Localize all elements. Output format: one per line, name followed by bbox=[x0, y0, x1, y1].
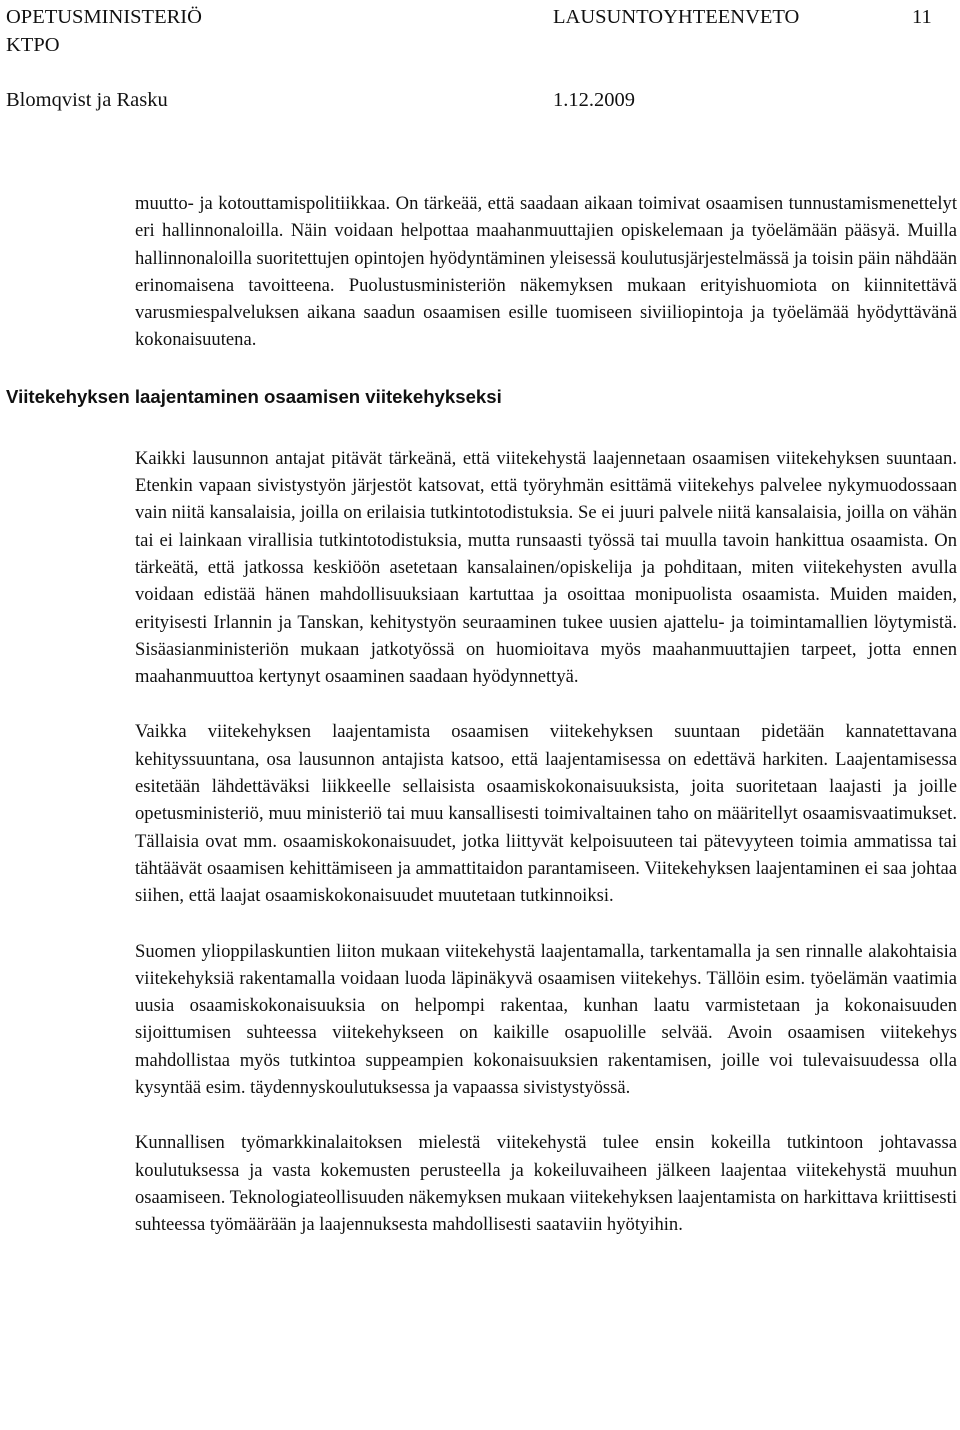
header-authors: Blomqvist ja Rasku bbox=[6, 89, 168, 111]
body-paragraph-1: Kaikki lausunnon antajat pitävät tärkeänä, että viitekehystä laajennetaan osaamisen viitekehyksen suuntaan. Etenkin vapaan sivistystyön järjestöt katsovat, että työryhmän esittämä viitekehys palvelee nykymuodossaan vain niitä kansalaisia, joilla on erilaisia tutkintotodistuksia. Se ei juuri palvele niitä kansalaisia, joilla on vähän tai ei lainkaan virallisia tutkintotodistuksia, mutta runsaasti työssä tai muulla tavoin hankittua osaamista. On tärkeätä, että jatkossa keskiöön asetetaan kansalainen/opiskelija ja pohditaan, miten viitekehysten avulla voidaan edistää hänen mahdollisuuksiaan kartuttaa ja osoittaa monipuolista osaamista. Muiden maiden, erityisesti Irlannin ja Tanskan, kehitystyön seuraaminen tukee uusien ajattelu- ja toimintamallien löytymistä. Sisäasianministeriön mukaan jatkotyössä on huomioitava myös maahanmuuttajien tarpeet, jotta ennen maahanmuuttoa kertynyt osaaminen saadaan hyödynnettyä. bbox=[135, 447, 957, 688]
header-unit: KTPO bbox=[6, 34, 60, 56]
body-paragraph-4: Kunnallisen työmarkkinalaitoksen mielestä viitekehystä tulee ensin kokeilla tutkintoon johtavassa koulutuksessa ja vasta kokemusten perusteella ja kokeiluvaiheen jälkeen laajentaa viitekehystä muuhun osaamiseen. Teknologiateollisuuden näkemyksen mukaan viitekehyksen laajentamista on harkittava kriittisesti suhteessa työmäärään ja laajennuksesta mahdollisesti saataviin hyötyihin. bbox=[135, 1132, 957, 1236]
document-body bbox=[0, 190, 960, 1267]
page-header bbox=[0, 0, 960, 110]
intro-paragraph: muutto- ja kotouttamispolitiikkaa. On tärkeää, että saadaan aikaan toimivat osaamisen tunnustamismenettelyt eri hallinnonaloilla. Näin voidaan helpottaa maahanmuuttajien opiskelemaan ja työelämään pääsyä. Muilla hallinnonaloilla suoritettujen opintojen hyödyntäminen yleisessä koulutusjärjestelmässä ja toisin päin nähdään erinomaisena tavoitteena. Puolustusministeriön näkemyksen mukaan erityishuomiota on kiinnitettävä varusmiespalveluksen aikana saadun osaamisen esille tuomiseen siviiliopintoja ja työelämää hyödyttävänä kokonaisuutena. bbox=[135, 193, 957, 351]
header-document-type: LAUSUNTOYHTEENVETO bbox=[553, 6, 800, 28]
header-organization: OPETUSMINISTERIÖ bbox=[6, 6, 202, 28]
body-paragraph-2: Vaikka viitekehyksen laajentamista osaamisen viitekehyksen suuntaan pidetään kannatettavana kehityssuuntana, osa lausunnon antajista katsoo, että laajentamisessa on edettävä harkiten. Laajentamisessa esitetään lähdettäväksi liikkeelle sellaisista osaamiskokonaisuuksista, joita suoritetaan laajasti ja joille opetusministeriö, muu ministeriö tai muu kansallisesti toimivaltainen taho on määritellyt osaamisvaatimukset. Tällaisia ovat mm. osaamiskokonaisuudet, jotka liittyvät kelpoisuuteen tai pätevyyteen toimia ammatissa tai tähtäävät osaamisen kehittämiseen ja ammattitaidon parantamiseen. Viitekehyksen laajentaminen ei saa johtaa siihen, että laajat osaamiskokonaisuudet muutetaan tutkinnoiksi. bbox=[135, 721, 957, 907]
header-page-number: 11 bbox=[912, 6, 932, 28]
body-paragraph-3: Suomen ylioppilaskuntien liiton mukaan viitekehystä laajentamalla, tarkentamalla ja sen rinnalle alakohtaisia viitekehyksiä rakentamalla voidaan luoda läpinäkyvä osaamisen viitekehys. Tällöin esim. työelämän vaatimia uusia osaamiskokonaisuuksia on helpompi rakentaa, kunhan laatu varmistetaan ja kokonaisuuden sijoittumisen suhteessa viitekehykseen on kaikille osapuolille selvää. Avoin osaamisen viitekehys mahdollistaa myös tutkintoa suppeampien kokonaisuuksien rakentamisen, joille voi tulevaisuudessa olla kysyntää esim. täydennyskoulutuksessa ja vapaassa sivistystyössä. bbox=[135, 940, 957, 1099]
header-date: 1.12.2009 bbox=[553, 89, 635, 111]
section-heading: Viitekehyksen laajentaminen osaamisen viitekehykseksi bbox=[6, 385, 502, 407]
